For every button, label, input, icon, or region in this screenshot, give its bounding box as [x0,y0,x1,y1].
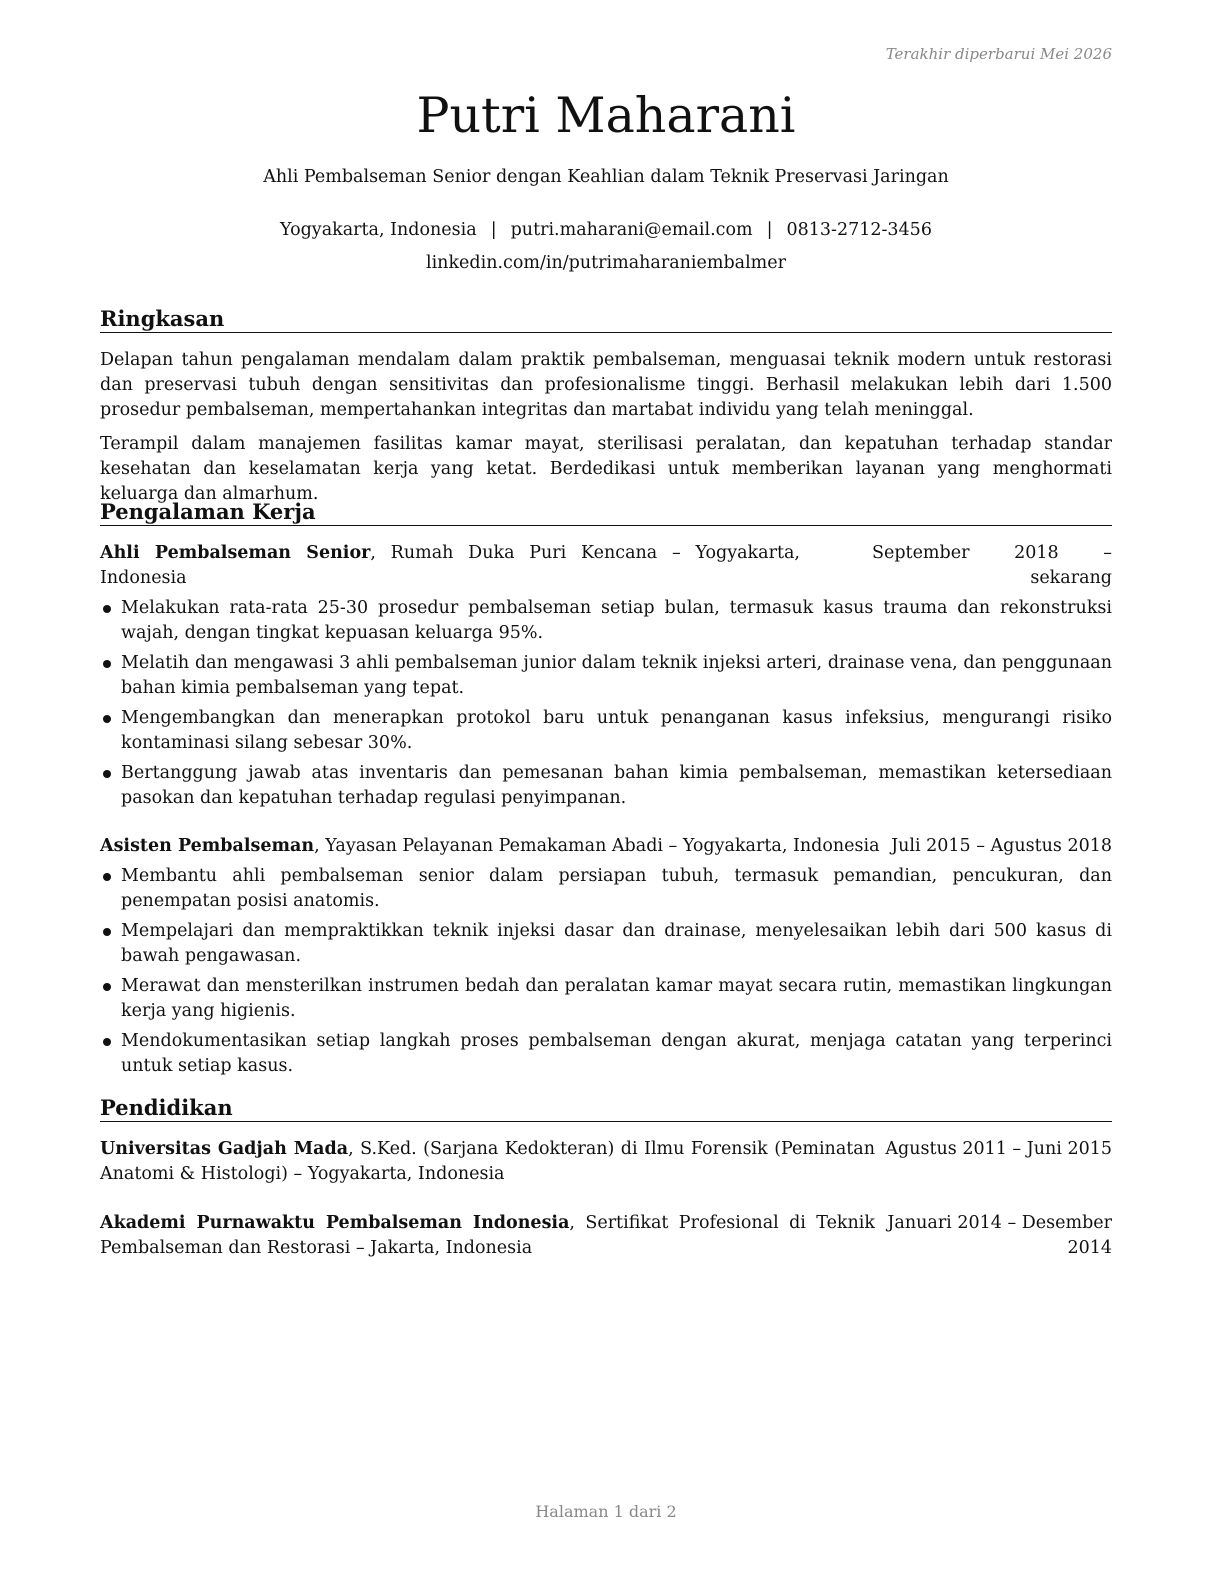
bullet-icon [103,873,111,881]
job-dates: Juli 2015 – Agustus 2018 [891,836,1112,856]
job-bullets [100,864,1112,1084]
list-item: Melakukan rata-rata 25-30 prosedur pembalseman setiap bulan, termasuk kasus trauma dan rekonstruksi wajah, dengan tingkat kepuasan keluarga 95%. [100,596,1112,646]
education-item [100,1211,1112,1261]
job-dates: September 2018 – sekarang [872,543,1112,588]
summary-paragraph: Terampil dalam manajemen fasilitas kamar mayat, sterilisasi peralatan, dan kepatuhan terhadap standar kesehatan dan keselamatan kerja yang ketat. Berdedikasi untuk memberikan layanan yang menghormati keluarga dan almarhum. [100,434,1112,504]
section-title-experience: Pengalaman Kerja [100,499,1112,526]
contact-line [100,220,1112,240]
separator: | [490,220,497,240]
education-school-detail [100,1211,875,1261]
job-org: , Yayasan Pelayanan Pemakaman Abadi – Yogyakarta, Indonesia [314,836,880,856]
school-name: Universitas Gadjah Mada [100,1139,349,1159]
email-link[interactable]: putri.maharani@email.com [510,220,753,240]
list-item: Mengembangkan dan menerapkan protokol baru untuk penanganan kasus infeksius, mengurangi risiko kontaminasi silang sebesar 30%. [100,706,1112,756]
phone: 0813-2712-3456 [786,220,932,240]
summary-paragraph: Delapan tahun pengalaman mendalam dalam praktik pembalseman, menguasai teknik modern untuk restorasi dan preservasi tubuh dengan sensitivitas dan profesionalisme tinggi. Berhasil melakukan lebih dari 1.500 prosedur pembalseman, mempertahankan integritas dan martabat individu yang telah meninggal. [100,350,1112,420]
education-dates: Januari 2014 – Desember 2014 [887,1213,1112,1258]
list-item: Mempelajari dan mempraktikkan teknik injeksi dasar dan drainase, menyelesaikan lebih dari 500 kasus di bawah pengawasan. [100,919,1112,969]
bullet-icon [103,770,111,778]
section-title-education: Pendidikan [100,1095,1112,1122]
linkedin-link[interactable]: linkedin.com/in/putrimaharaniembalmer [425,253,786,273]
bullet-icon [103,605,111,613]
degree-detail: , Sertifikat Profesional di Teknik Pembalseman dan Restorasi – Jakarta, Indonesia [100,1213,876,1258]
job-header [100,834,1112,859]
job-role: Ahli Pembalseman Senior [100,543,371,563]
list-item: Mendokumentasikan setiap langkah proses pembalseman dengan akurat, menjaga catatan yang terperinci untuk setiap kasus. [100,1029,1112,1079]
job-header [100,541,1112,591]
last-updated: Terakhir diperbarui Mei 2026 [885,45,1112,63]
bullet-icon [103,1038,111,1046]
degree-detail: , S.Ked. (Sarjana Kedokteran) di Ilmu Forensik (Peminatan Anatomi & Histologi) – Yogyakarta, Indonesia [100,1139,875,1184]
resume-page [100,0,1112,1584]
list-item: Bertanggung jawab atas inventaris dan pemesanan bahan kimia pembalseman, memastikan ketersediaan pasokan dan kepatuhan terhadap regulasi penyimpanan. [100,761,1112,811]
bullet-icon [103,715,111,723]
list-item: Melatih dan mengawasi 3 ahli pembalseman junior dalam teknik injeksi arteri, drainase vena, dan penggunaan bahan kimia pembalseman yang tepat. [100,651,1112,701]
tagline: Ahli Pembalseman Senior dengan Keahlian dalam Teknik Preservasi Jaringan [263,167,949,187]
education-school-detail [100,1137,875,1187]
page-number: Halaman 1 dari 2 [535,1502,677,1521]
bullet-icon [103,983,111,991]
location: Yogyakarta, Indonesia [280,220,477,240]
candidate-name: Putri Maharani [416,87,796,144]
education-dates: Agustus 2011 – Juni 2015 [885,1139,1112,1159]
separator: | [766,220,773,240]
school-name: Akademi Purnawaktu Pembalseman Indonesia [100,1213,570,1233]
list-item: Merawat dan mensterilkan instrumen bedah dan peralatan kamar mayat secara rutin, memastikan lingkungan kerja yang higienis. [100,974,1112,1024]
job-org: , Rumah Duka Puri Kencana – Yogyakarta, Indonesia [100,543,800,588]
job-title-org [100,834,880,859]
education-item [100,1137,1112,1187]
bullet-icon [103,660,111,668]
job-title-org [100,541,800,591]
list-item: Membantu ahli pembalseman senior dalam persiapan tubuh, termasuk pemandian, pencukuran, dan penempatan posisi anatomis. [100,864,1112,914]
job-role: Asisten Pembalseman [100,836,315,856]
bullet-icon [103,928,111,936]
section-title-summary: Ringkasan [100,306,1112,333]
job-bullets [100,596,1112,816]
